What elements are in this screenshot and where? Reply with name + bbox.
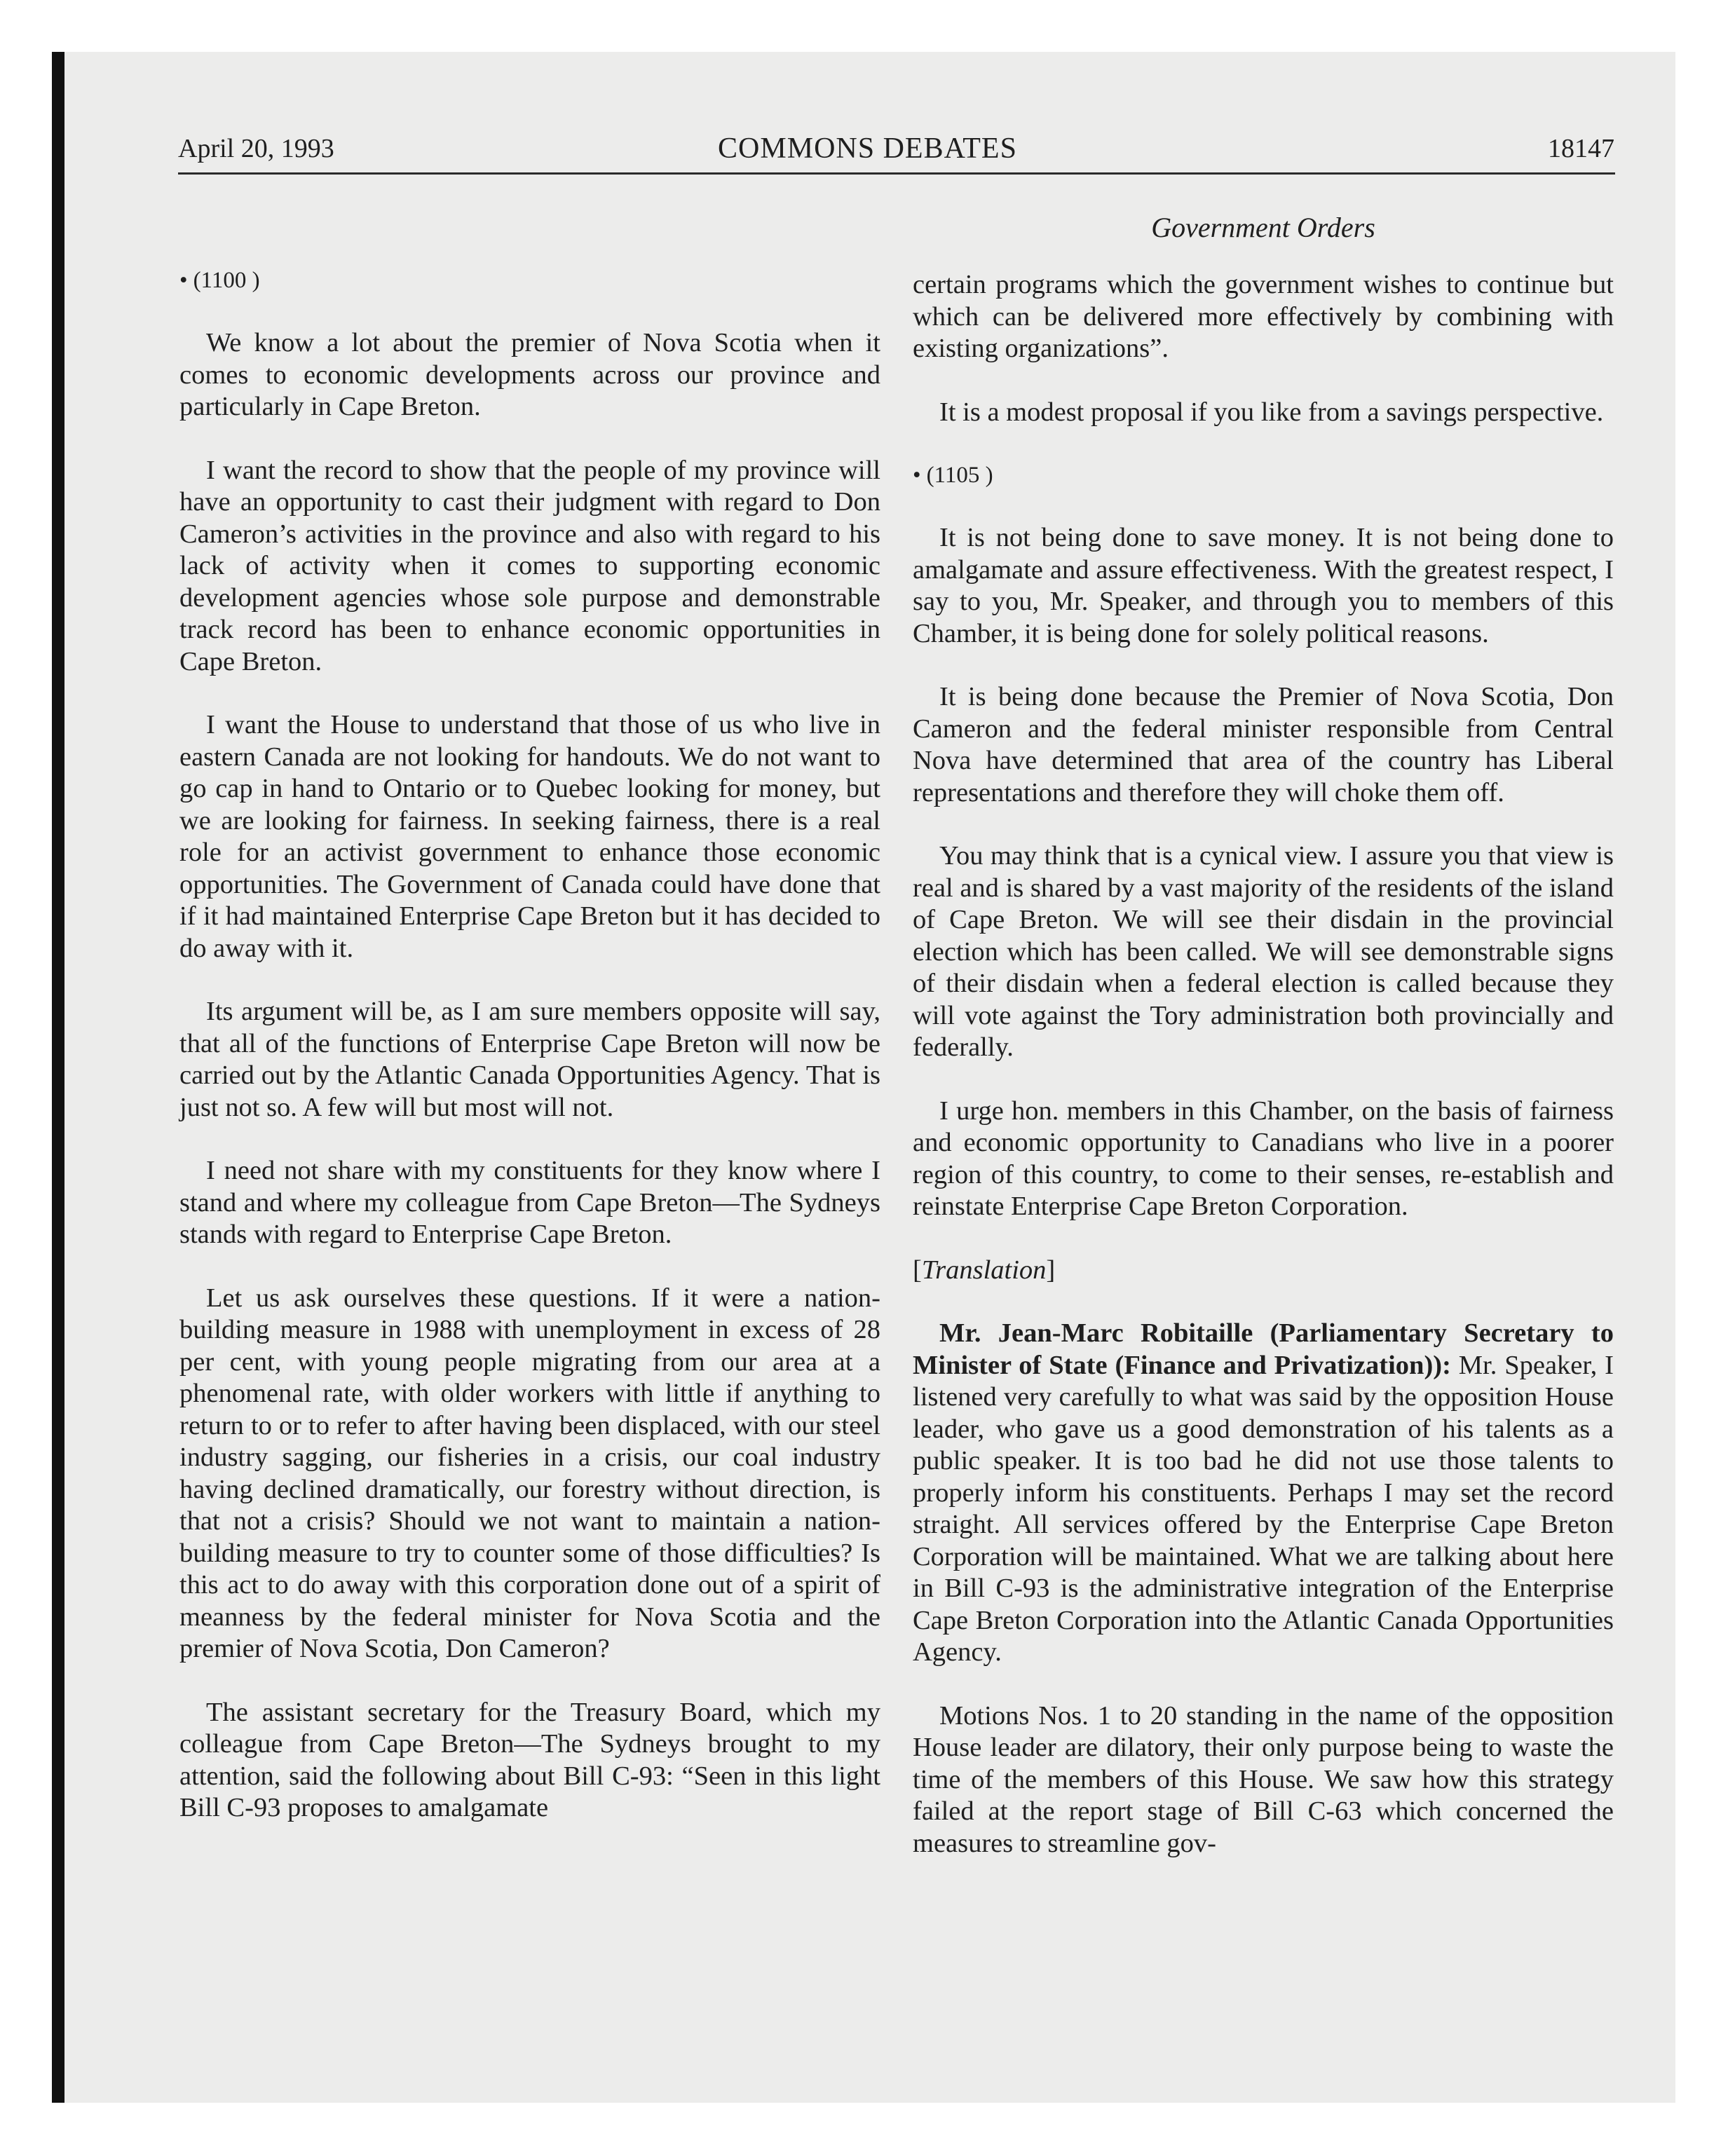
paragraph: Motions Nos. 1 to 20 standing in the name of the opposition House leader are dilatory, their only purpose being to waste the time of the members of this House. We saw how this strategy failed at the report stage of Bill C-63 which concerned the measures to streamline gov- <box>913 1700 1614 1858</box>
translation-tag-text: Translation <box>921 1255 1047 1285</box>
section-label: Government Orders <box>1151 212 1375 243</box>
paragraph: It is being done because the Premier of Nova Scotia, Don Cameron and the federal minister responsible from Central Nova have determined that area of the country has Liberal representations and therefore they will choke them off. <box>913 682 1614 807</box>
time-marker-text: (1100 ) <box>193 268 260 293</box>
speaker-text: Mr. Speaker, I listened very carefully to what was said by the opposition House leader, who gave us a good demonstration of his talents as a public speaker. It is too bad he did not use those talents to properly inform his constituents. Perhaps I may set the record straight. All services offered by the Enterprise Cape Breton Corporation will be maintained. What we are talking about here in Bill C-93 is the administrative integration of the Enterprise Cape Breton Corporation into the Atlantic Canada Opportunities Agency. <box>913 1350 1614 1667</box>
paragraph: I want the record to show that the people of my province will have an opportunity to cast their judgment with regard to Don Cameron’s activities in the province and also with regard to his lack of activity when it comes to supporting economic development agencies whose sole purpose and demonstrable track record has been to enhance economic opportunities in Cape Breton. <box>179 455 880 676</box>
paragraph: The assistant secretary for the Treasury Board, which my colleague from Cape Breton—The Sydneys brought to my attention, said the following about Bill C-93: “Seen in this light Bill C-93 proposes to amalgamate <box>179 1697 880 1822</box>
header-rule <box>178 172 1615 175</box>
paragraph: Let us ask ourselves these questions. If it were a nation-building measure in 1988 with unemployment in excess of 28 per cent, with young people migrating from our area at a phenomenal rate, with older workers with little if anything to return to or to refer to after having been displaced, with our steel industry sagging, our fisheries in a crisis, our coal industry having declined dramatically, our forestry without direction, is that not a crisis? Should we not want to maintain a nation-building measure to try to counter some of those difficulties? Is this act to do away with this corporation done out of a spirit of meanness by the federal minister for Nova Scotia and the premier of Nova Scotia, Don Cameron? <box>179 1283 880 1663</box>
time-marker-text: (1105 ) <box>926 463 993 488</box>
time-marker <box>913 460 1614 491</box>
left-column <box>179 265 880 1856</box>
page-number: 18147 <box>1548 134 1614 163</box>
header-title: COMMONS DEBATES <box>718 132 1017 165</box>
paragraph: I urge hon. members in this Chamber, on the basis of fairness and economic opportunity to Canadians who live in a poorer region of this country, to come to their senses, re-establish and reinstate Enterprise Cape Breton Corporation. <box>913 1096 1614 1221</box>
speaker-name: Mr. Jean-Marc Robitaille (Parliamentary Secretary to Minister of State (Finance and Privatization)): <box>913 1318 1614 1380</box>
paragraph-continuation: certain programs which the government wishes to continue but which can be delivered more effectively by combining with existing organizations”. <box>913 270 1614 363</box>
bullet-icon: • <box>179 268 188 293</box>
paragraph: Its argument will be, as I am sure members opposite will say, that all of the functions of Enterprise Cape Breton will now be carried out by the Atlantic Canada Opportunities Agency. That is just not so. A few will but most will not. <box>179 997 880 1122</box>
paragraph: I want the House to understand that those of us who live in eastern Canada are not looking for handouts. We do not want to go cap in hand to Ontario or to Quebec looking for money, but we are looking for fairness. In seeking fairness, there is a real role for an activist government to enhance those economic opportunities. The Government of Canada could have done that if it had maintained Enterprise Cape Breton but it has decided to do away with it. <box>179 710 880 963</box>
paragraph: It is not being done to save money. It is not being done to amalgamate and assure effectiveness. With the greatest respect, I say to you, Mr. Speaker, and through you to members of this Chamber, it is being done for solely political reasons. <box>913 523 1614 648</box>
translation-tag: [Translation] <box>913 1255 1056 1285</box>
paragraph: We know a lot about the premier of Nova Scotia when it comes to economic developments across our province and particularly in Cape Breton. <box>179 328 880 421</box>
bullet-icon: • <box>913 463 921 488</box>
speaker-paragraph <box>913 1318 1614 1669</box>
paragraph: I need not share with my constituents for they know where I stand and where my colleague from Cape Breton—The Sydneys stands with regard to Enterprise Cape Breton. <box>179 1156 880 1249</box>
header-date: April 20, 1993 <box>178 134 334 163</box>
paragraph: It is a modest proposal if you like from a savings perspective. <box>939 397 1604 427</box>
paragraph: You may think that is a cynical view. I assure you that view is real and is shared by a vast majority of the residents of the island of Cape Breton. We will see their disdain in the provincial election which has been called. We will see demonstrable signs of their disdain when a federal election is called because they will vote against the Tory administration both provincially and federally. <box>913 841 1614 1062</box>
right-column <box>913 269 1614 1891</box>
binding-edge <box>52 52 64 2103</box>
time-marker <box>179 265 880 296</box>
